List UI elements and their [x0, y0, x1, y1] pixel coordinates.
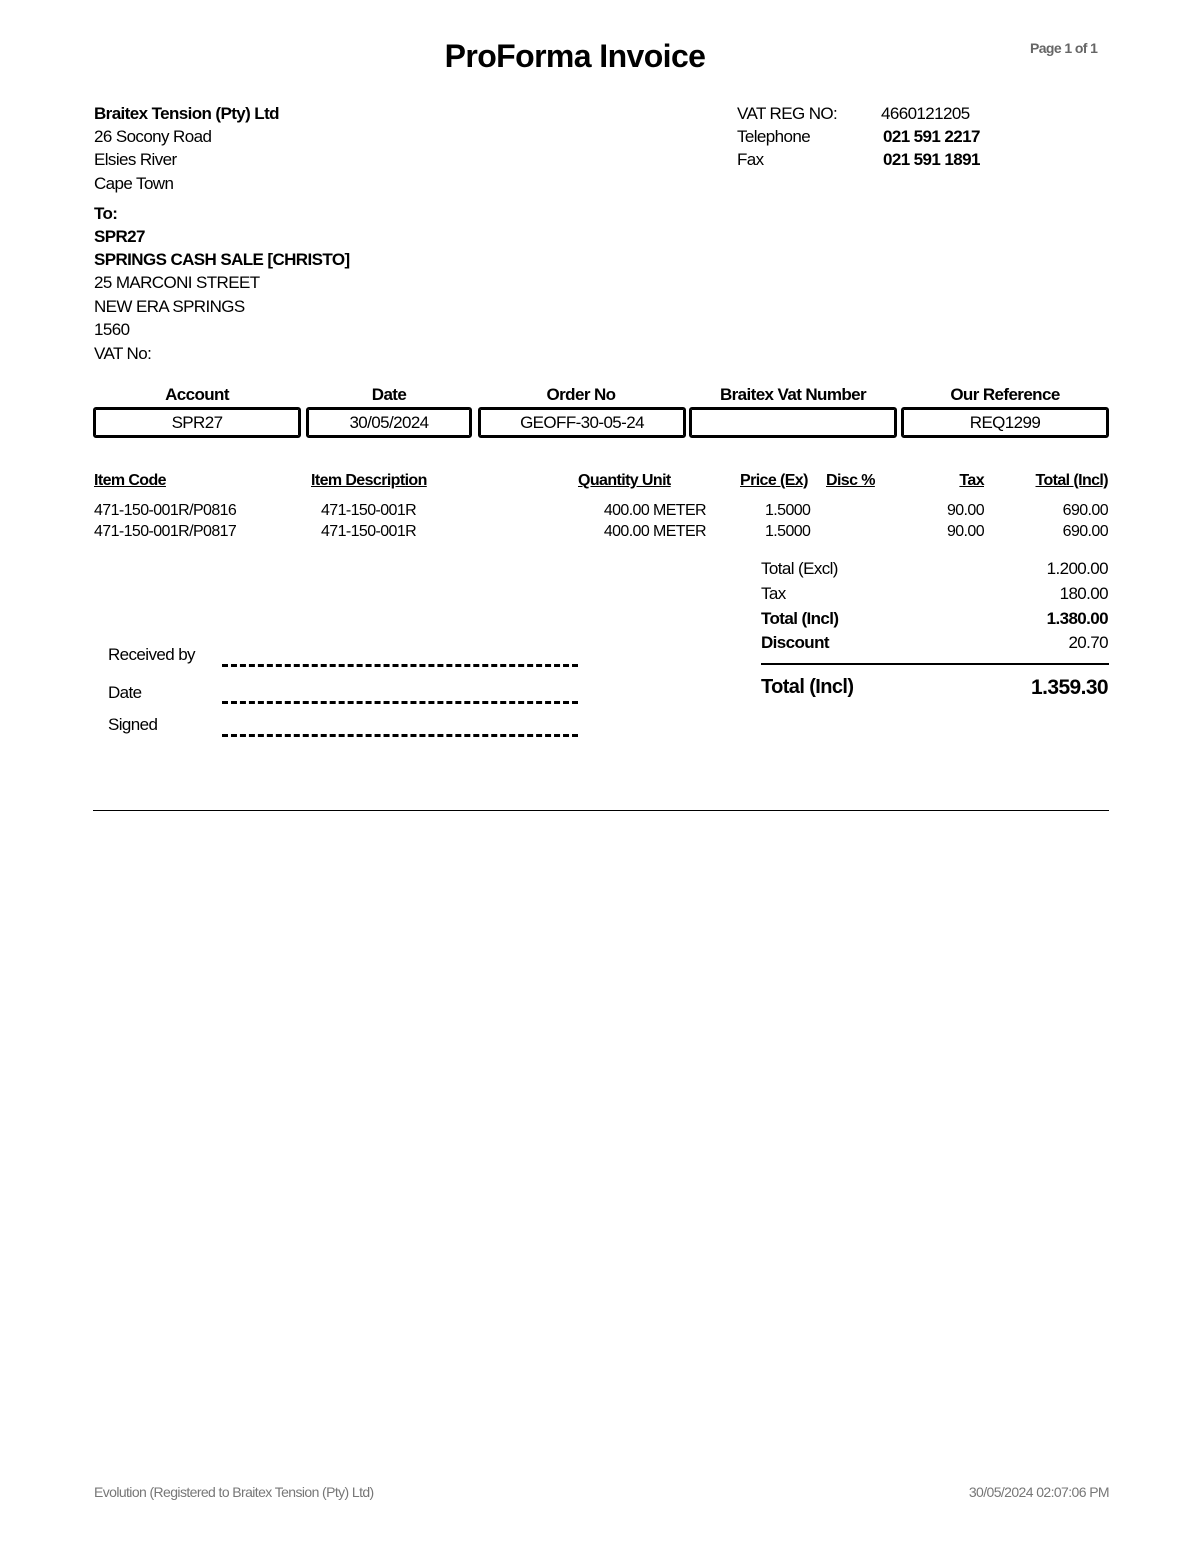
grand-total-value: 1.359.30	[1031, 676, 1108, 699]
date-sign-label: Date	[108, 683, 142, 702]
col-total: Total (Incl)	[1035, 472, 1108, 489]
customer-address-line: NEW ERA SPRINGS	[94, 297, 245, 316]
to-label: To:	[94, 204, 118, 223]
col-disc: Disc %	[826, 472, 875, 489]
account-value: SPR27	[93, 407, 301, 438]
col-price: Price (Ex)	[740, 472, 808, 489]
item-quantity: 400.00 METER	[603, 502, 706, 519]
date-label: Date	[371, 385, 407, 404]
received-by-line	[222, 664, 578, 667]
total-excl-label: Total (Excl)	[761, 559, 838, 578]
customer-code: SPR27	[94, 227, 145, 246]
grand-total-label: Total (Incl)	[761, 676, 854, 698]
tax-label: Tax	[761, 584, 786, 603]
customer-address-line: 1560	[94, 320, 130, 339]
item-total: 690.00	[1062, 523, 1108, 540]
fax-value: 021 591 1891	[883, 150, 980, 169]
col-quantity-unit: Quantity Unit	[578, 472, 671, 489]
item-code: 471-150-001R/P0816	[94, 502, 237, 519]
footer-left: Evolution (Registered to Braitex Tension (Pty) Ltd)	[94, 1484, 374, 1500]
total-incl-value: 1.380.00	[1046, 609, 1108, 628]
item-quantity: 400.00 METER	[603, 523, 706, 540]
company-address-line: 26 Socony Road	[94, 127, 212, 146]
divider	[93, 810, 1109, 811]
date-sign-line	[222, 701, 578, 704]
signed-label: Signed	[108, 715, 158, 734]
fax-label: Fax	[737, 150, 764, 169]
company-name: Braitex Tension (Pty) Ltd	[94, 104, 279, 123]
item-price: 1.5000	[765, 502, 811, 519]
item-tax: 90.00	[946, 523, 984, 540]
col-item-description: Item Description	[311, 472, 427, 489]
braitex-vat-value	[689, 407, 897, 438]
page-title: ProForma Invoice	[444, 38, 706, 74]
footer-timestamp: 30/05/2024 02:07:06 PM	[968, 1484, 1109, 1500]
col-tax: Tax	[959, 472, 984, 489]
company-address-line: Elsies River	[94, 150, 177, 169]
item-description: 471-150-001R	[321, 502, 417, 519]
our-reference-label: Our Reference	[950, 385, 1060, 404]
date-value: 30/05/2024	[306, 407, 472, 438]
telephone-value: 021 591 2217	[883, 127, 980, 146]
total-incl-label: Total (Incl)	[761, 609, 839, 628]
item-description: 471-150-001R	[321, 523, 417, 540]
telephone-label: Telephone	[737, 127, 811, 146]
received-by-label: Received by	[108, 645, 195, 664]
tax-value: 180.00	[1059, 584, 1108, 603]
discount-value: 20.70	[1068, 633, 1108, 652]
vat-value: 4660121205	[881, 104, 970, 123]
order-no-label: Order No	[546, 385, 616, 404]
vat-label: VAT REG NO:	[737, 104, 838, 123]
item-code: 471-150-001R/P0817	[94, 523, 237, 540]
page-number: Page 1 of 1	[1030, 40, 1098, 56]
company-address-line: Cape Town	[94, 174, 174, 193]
item-price: 1.5000	[765, 523, 811, 540]
col-item-code: Item Code	[94, 472, 166, 489]
signed-line	[222, 734, 578, 737]
item-total: 690.00	[1062, 502, 1108, 519]
our-reference-value: REQ1299	[901, 407, 1109, 438]
discount-label: Discount	[761, 633, 829, 652]
totals-divider	[761, 663, 1109, 665]
account-label: Account	[165, 385, 229, 404]
total-excl-value: 1.200.00	[1046, 559, 1108, 578]
braitex-vat-label: Braitex Vat Number	[719, 385, 867, 404]
customer-vat-label: VAT No:	[94, 344, 152, 363]
item-tax: 90.00	[946, 502, 984, 519]
order-no-value: GEOFF-30-05-24	[478, 407, 686, 438]
customer-address-line: 25 MARCONI STREET	[94, 273, 260, 292]
customer-name: SPRINGS CASH SALE [CHRISTO]	[94, 250, 350, 269]
